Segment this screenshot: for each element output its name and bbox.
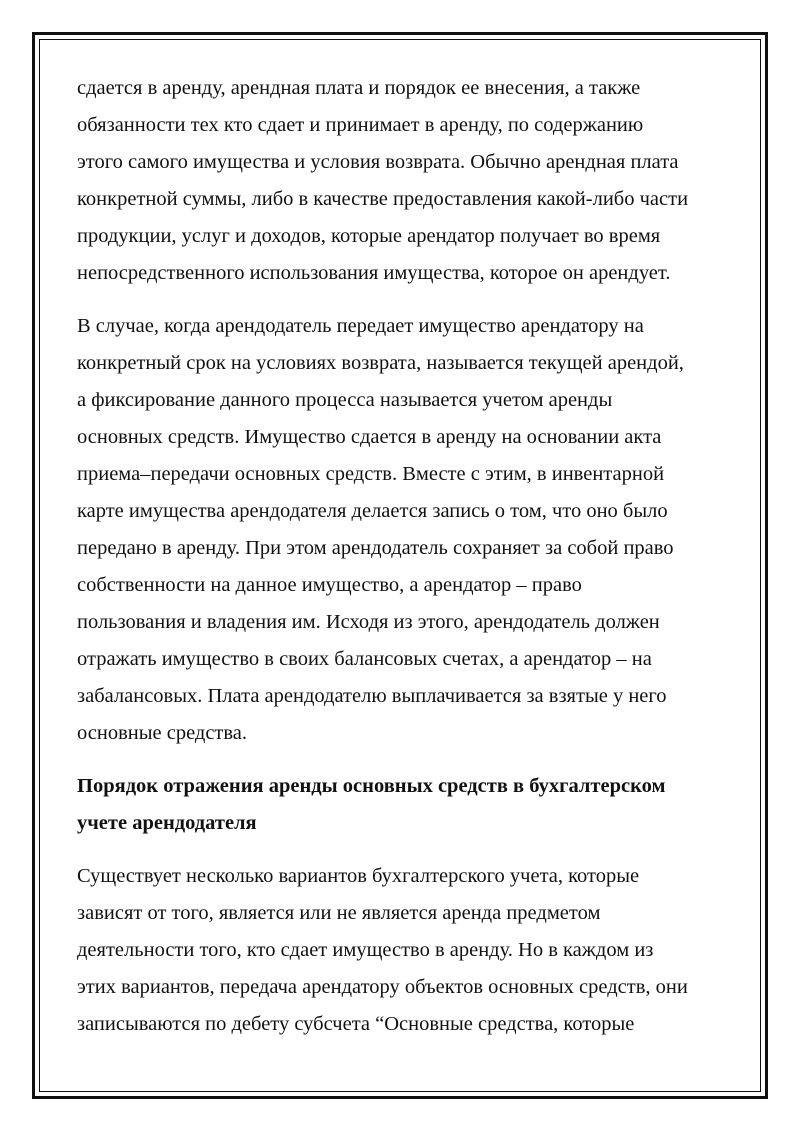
text-line: зависят от того, является или не является аренда предметом [77, 902, 601, 924]
text-line: отражать имущество в своих балансовых счетах, а арендатор – на [77, 648, 652, 670]
text-line: обязанности тех кто сдает и принимает в аренду, по содержанию [77, 114, 644, 136]
text-line: пользования и владения им. Исходя из этого, арендодатель должен [77, 611, 660, 633]
text-line: собственности на данное имущество, а арендатор – право [77, 574, 582, 596]
text-line: забалансовых. Плата арендодателю выплачивается за взятые у него [77, 685, 667, 707]
text-line: сдается в аренду, арендная плата и порядок ее внесения, а также [77, 77, 641, 99]
paragraph-1 [77, 70, 737, 292]
paragraph-3 [77, 858, 737, 1043]
text-line: а фиксирование данного процесса называется учетом аренды [77, 389, 613, 411]
text-line: продукции, услуг и доходов, которые арендатор получает во время [77, 225, 661, 247]
text-line: конкретный срок на условиях возврата, называется текущей арендой, [77, 352, 684, 374]
text-line: передано в аренду. При этом арендодатель сохраняет за собой право [77, 537, 674, 559]
heading-line: учете арендодателя [77, 812, 257, 834]
text-line: основных средств. Имущество сдается в аренду на основании акта [77, 426, 662, 448]
text-line: деятельности того, кто сдает имущество в аренду. Но в каждом из [77, 939, 654, 961]
paragraph-2 [77, 308, 737, 752]
text-line: карте имущества арендодателя делается запись о том, что оно было [77, 500, 668, 522]
text-line: непосредственного использования имущества, которое он арендует. [77, 262, 671, 284]
text-line: этого самого имущества и условия возврата. Обычно арендная плата [77, 151, 679, 173]
text-line: записываются по дебету субсчета “Основные средства, которые [77, 1013, 635, 1035]
text-line: Существует несколько вариантов бухгалтерского учета, которые [77, 865, 640, 887]
document-body [77, 70, 737, 1059]
text-line: основные средства. [77, 722, 248, 744]
text-line: конкретной суммы, либо в качестве предоставления какой-либо части [77, 188, 689, 210]
text-line: приема–передачи основных средств. Вместе с этим, в инвентарной [77, 463, 665, 485]
text-line: В случае, когда арендодатель передает имущество арендатору на [77, 315, 644, 337]
text-line: этих вариантов, передача арендатору объектов основных средств, они [77, 976, 688, 998]
heading-line: Порядок отражения аренды основных средств в бухгалтерском [77, 775, 666, 797]
section-heading [77, 768, 737, 842]
